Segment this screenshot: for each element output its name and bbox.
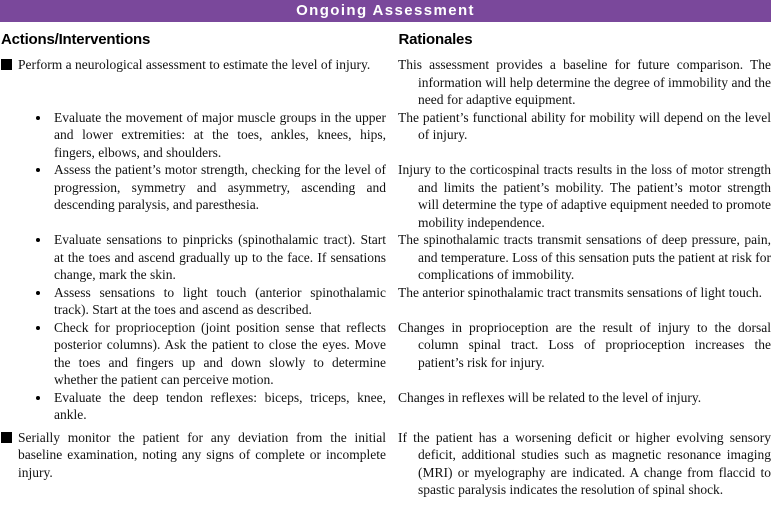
dot-bullet-icon (36, 116, 40, 120)
action-text: Assess the patient’s motor strength, checking for the level of progression, symmetry and asymmetry, ascending and descending paralysis, and paresthesia. (54, 162, 386, 212)
assessment-table (0, 56, 771, 499)
table-row (0, 284, 771, 319)
dot-bullet-icon (36, 291, 40, 295)
section-title: Ongoing Assessment (296, 2, 475, 19)
rationale-text: Injury to the corticospinal tracts results in the loss of motor strength and limits the patient’s mobility. The patient’s motor strength will determine the type of adaptive equipment needed to promote mobility independence. (398, 162, 771, 230)
dot-bullet-icon (36, 168, 40, 172)
rationale-cell (398, 231, 771, 284)
section-header-bar (0, 0, 771, 22)
action-text: Check for proprioception (joint position sense that reflects posterior columns). Ask the patient to close the eyes. Move the toes and fingers up and down slowly to determine whether the patient can perceive motion. (54, 319, 386, 387)
action-text: Assess sensations to light touch (anterior spinothalamic track). Start at the toes and ascend as described. (54, 284, 386, 317)
dot-bullet-icon (36, 396, 40, 400)
action-text: Evaluate the deep tendon reflexes: biceps, triceps, knee, ankle. (54, 389, 386, 422)
actions-column-header: Actions/Interventions (1, 31, 151, 48)
action-text: Evaluate the movement of major muscle groups in the upper and lower extremities: at the toes, ankles, knees, hips, fingers, elbows, and shoulders. (54, 109, 386, 160)
action-text: Evaluate sensations to pinpricks (spinothalamic tract). Start at the toes and ascend gradually up to the face. If sensations change, mark the skin. (54, 232, 386, 282)
square-bullet-icon (1, 432, 12, 443)
action-cell (0, 56, 386, 109)
action-text: Perform a neurological assessment to estimate the level of injury. (18, 57, 371, 72)
table-row (0, 389, 771, 424)
action-cell (0, 161, 386, 231)
action-cell (0, 389, 386, 424)
rationale-text: Changes in proprioception are the result of injury to the dorsal column spinal tract. Loss of proprioception increases the patient’s risk for injury. (398, 319, 771, 370)
rationale-text: Changes in reflexes will be related to the level of injury. (398, 389, 702, 405)
dot-bullet-icon (36, 238, 40, 242)
rationale-cell (398, 319, 771, 389)
rationale-cell (398, 429, 771, 499)
table-row (0, 56, 771, 109)
table-row (0, 429, 771, 499)
rationale-text: The anterior spinothalamic tract transmits sensations of light touch. (398, 284, 763, 300)
rationales-column-header: Rationales (398, 31, 473, 48)
rationale-text: If the patient has a worsening deficit or higher evolving sensory deficit, additional studies such as magnetic resonance imaging (MRI) or myelography are indicated. A change from flaccid to spastic paralysis indicates the resolution of spinal shock. (398, 429, 771, 497)
action-cell (0, 231, 386, 284)
column-headers (0, 31, 771, 48)
table-row (0, 109, 771, 162)
rationale-text: The spinothalamic tracts transmit sensations of deep pressure, pain, and temperature. Loss of this sensation puts the patient at risk for complications of immobility. (398, 232, 771, 282)
action-cell (0, 284, 386, 319)
rationale-cell (398, 109, 771, 162)
rationale-cell (398, 161, 771, 231)
action-cell (0, 319, 386, 389)
table-row (0, 319, 771, 389)
table-row (0, 161, 771, 231)
rationale-cell (398, 56, 771, 109)
action-cell (0, 429, 386, 499)
rationale-text: The patient’s functional ability for mobility will depend on the level of injury. (398, 109, 771, 142)
rationale-text: This assessment provides a baseline for future comparison. The information will help determine the degree of immobility and the need for adaptive equipment. (398, 57, 771, 107)
rationale-cell (398, 389, 771, 424)
square-bullet-icon (1, 59, 12, 70)
table-row (0, 231, 771, 284)
action-text: Serially monitor the patient for any deviation from the initial baseline examination, noting any signs of complete or incomplete injury. (18, 429, 386, 480)
action-cell (0, 109, 386, 162)
rationale-cell (398, 284, 771, 319)
dot-bullet-icon (36, 326, 40, 330)
